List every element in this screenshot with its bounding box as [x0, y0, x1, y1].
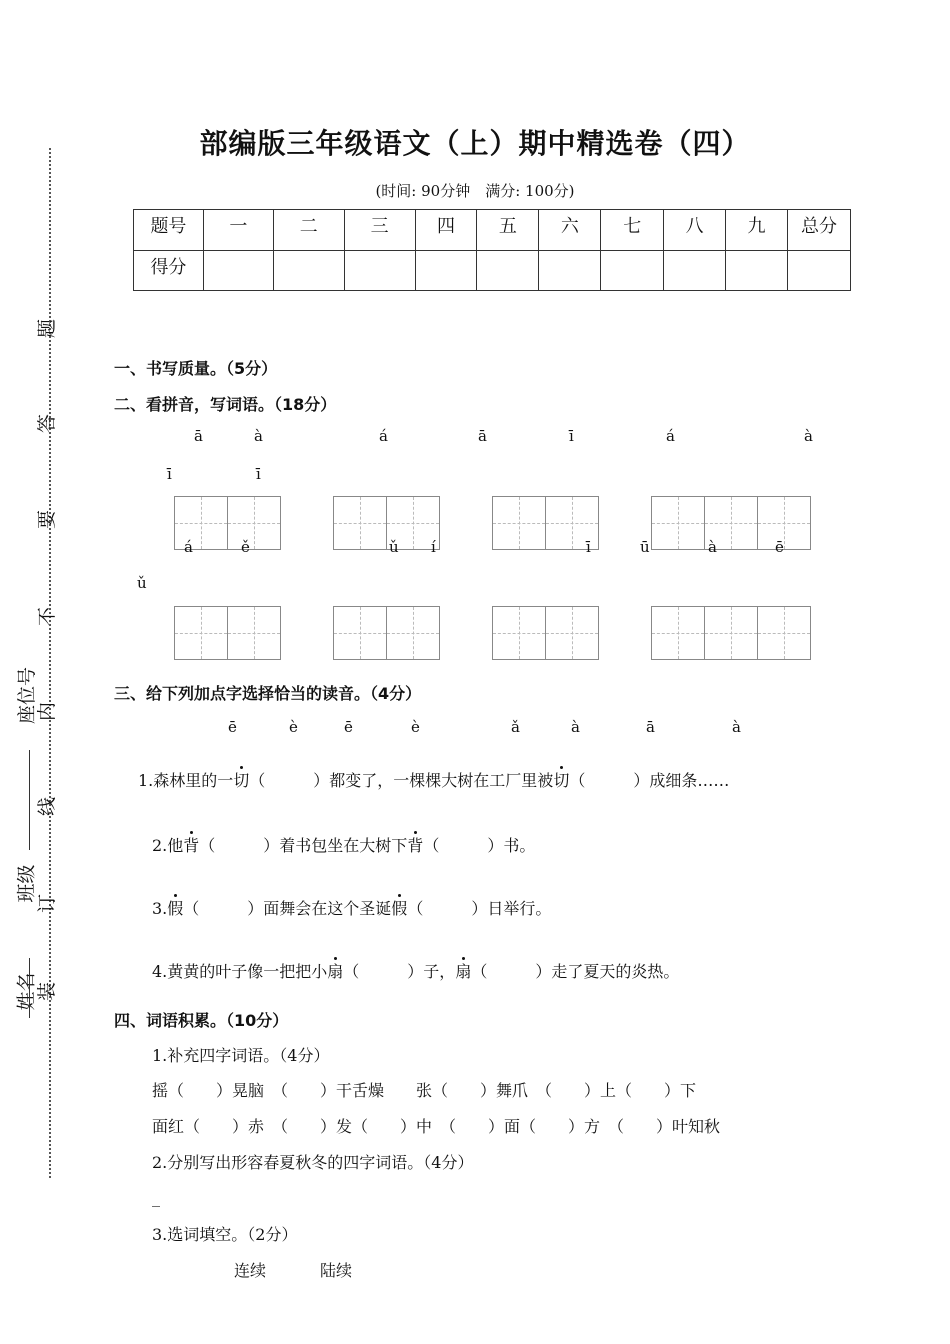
writing-grid[interactable] [651, 606, 811, 660]
writing-grid[interactable] [492, 496, 599, 550]
pinyin-tone: ē [775, 538, 784, 556]
reading-option: è [411, 718, 420, 736]
score-cell[interactable] [203, 250, 273, 291]
pinyin-tone: í [431, 538, 436, 556]
score-cell[interactable] [601, 250, 664, 291]
word-choice: 陆续 [320, 1261, 353, 1280]
side-char-ti: 题 [36, 318, 59, 339]
name-underline [29, 958, 30, 1018]
pinyin-tone: à [804, 427, 813, 445]
section-3-heading: 三、给下列加点字选择恰当的读音。（4分） [114, 684, 422, 703]
section-2-heading: 二、看拼音，写词语。（18分） [114, 395, 337, 414]
dotted-char: 背 [407, 836, 424, 855]
writing-grid[interactable] [492, 606, 599, 660]
question-4-1-prompt: 1.补充四字词语。（4分） [152, 1046, 330, 1065]
pinyin-tone: ǔ [389, 538, 399, 556]
question-3-4: 4.黄黄的叶子像一把把小扇（ ）子，扇（ ）走了夏天的炎热。 [152, 962, 680, 981]
idiom-row-2: 面红（ ）赤 （ ）发（ ）中 （ ）面（ ）方 （ ）叶知秋 [152, 1117, 721, 1136]
pinyin-tone: ī [569, 427, 574, 445]
pinyin-tone: ǔ [137, 574, 147, 592]
header-cell: 三 [344, 210, 415, 251]
side-char-bu: 不 [36, 606, 59, 627]
question-3-2: 2.他背（ ）着书包坐在大树下背（ ）书。 [152, 836, 536, 855]
answer-blank[interactable]: _ [152, 1188, 160, 1207]
pinyin-tone: ī [586, 538, 591, 556]
pinyin-tone: á [666, 427, 675, 445]
pinyin-tone: ī [256, 465, 261, 483]
pinyin-tone: ā [194, 427, 203, 445]
side-char-yao: 要 [36, 509, 59, 530]
score-cell[interactable] [415, 250, 477, 291]
question-4-2-prompt: 2.分别写出形容春夏秋冬的四字词语。（4分） [152, 1153, 474, 1172]
class-underline [29, 750, 30, 850]
header-cell: 总分 [788, 210, 851, 251]
score-cell[interactable] [664, 250, 726, 291]
side-label-name: 姓名 [15, 972, 38, 1011]
dotted-char: 扇 [455, 962, 472, 981]
writing-grid[interactable] [333, 496, 440, 550]
pinyin-tone: á [379, 427, 388, 445]
dotted-char: 切 [233, 771, 250, 790]
row-label: 得分 [134, 250, 204, 291]
reading-option: ē [344, 718, 353, 736]
header-cell: 四 [415, 210, 477, 251]
dotted-char: 扇 [327, 962, 344, 981]
side-char-da: 答 [36, 413, 59, 434]
side-label-class: 班级 [15, 864, 38, 903]
question-3-3: 3.假（ ）面舞会在这个圣诞假（ ）日举行。 [152, 899, 552, 918]
header-cell: 一 [203, 210, 273, 251]
pinyin-tone: à [708, 538, 717, 556]
score-cell[interactable] [344, 250, 415, 291]
reading-option: à [732, 718, 741, 736]
pinyin-tone: ě [241, 538, 250, 556]
binding-dotted-line [49, 148, 51, 1178]
writing-grid[interactable] [651, 496, 811, 550]
header-cell: 七 [601, 210, 664, 251]
pinyin-tone: ā [478, 427, 487, 445]
idiom-row-1: 摇（ ）晃脑 （ ）干舌燥 张（ ）舞爪 （ ）上（ ）下 [152, 1081, 697, 1100]
score-table-score-row [134, 250, 851, 291]
side-char-ding: 订 [36, 893, 59, 914]
score-cell[interactable] [788, 250, 851, 291]
pinyin-tone: ū [640, 538, 650, 556]
side-label-seat: 座位号 [16, 666, 39, 725]
header-cell: 五 [477, 210, 539, 251]
score-cell[interactable] [726, 250, 788, 291]
side-char-zhuang: 装 [36, 981, 59, 1002]
pinyin-tone: ī [167, 465, 172, 483]
reading-option: à [571, 718, 580, 736]
reading-option: ā [646, 718, 655, 736]
header-cell: 八 [664, 210, 726, 251]
question-4-3-prompt: 3.选词填空。（2分） [152, 1225, 298, 1244]
exam-info: (时间: 90分钟 满分: 100分) [375, 182, 575, 200]
word-choice: 连续 [234, 1261, 267, 1280]
pinyin-tone: á [184, 538, 193, 556]
header-cell: 九 [726, 210, 788, 251]
section-4-heading: 四、词语积累。（10分） [114, 1011, 289, 1030]
dotted-char: 切 [553, 771, 570, 790]
header-cell: 六 [539, 210, 601, 251]
pinyin-tone: à [254, 427, 263, 445]
dotted-char: 假 [391, 899, 408, 918]
header-cell: 二 [273, 210, 344, 251]
writing-grid[interactable] [333, 606, 440, 660]
question-3-1: 1.森林里的一切（ ）都变了，一棵棵大树在工厂里被切（ ）成细条…… [138, 771, 730, 790]
reading-option: è [289, 718, 298, 736]
score-table-header-row [134, 210, 851, 251]
score-cell[interactable] [477, 250, 539, 291]
dotted-char: 假 [167, 899, 184, 918]
reading-option: ǎ [511, 718, 520, 736]
side-char-xian: 线 [36, 796, 59, 817]
section-1-heading: 一、书写质量。（5分） [114, 359, 278, 378]
score-cell[interactable] [539, 250, 601, 291]
score-table [133, 209, 851, 291]
page-title: 部编版三年级语文（上）期中精选卷（四） [199, 127, 751, 160]
header-cell: 题号 [134, 210, 204, 251]
side-char-nei: 内 [36, 701, 59, 722]
reading-option: ē [228, 718, 237, 736]
writing-grid[interactable] [174, 606, 281, 660]
dotted-char: 背 [183, 836, 200, 855]
score-cell[interactable] [273, 250, 344, 291]
